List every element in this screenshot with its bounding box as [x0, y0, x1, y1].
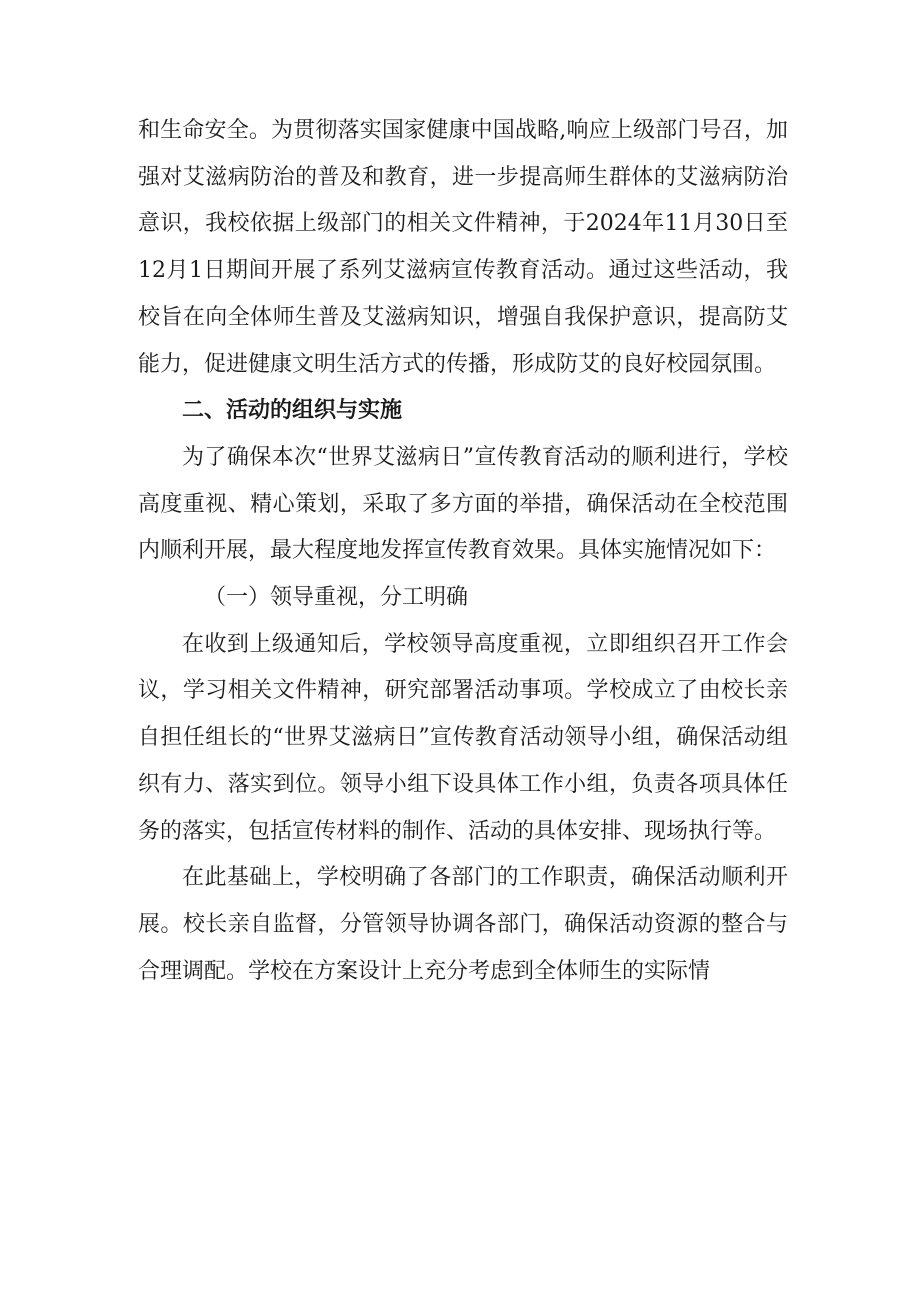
- paragraph-intro: 为了确保本次“世界艾滋病日”宣传教育活动的顺利进行，学校高度重视、精心策划，采取了多方面的举措，确保活动在全校范围内顺利开展，最大程度地发挥宣传教育效果。具体实施情况如下：: [138, 444, 788, 564]
- section-heading: 二、活动的组织与实施: [182, 398, 403, 424]
- subsection-heading: （一）领导重视，分工明确: [204, 585, 469, 611]
- paragraph-leadership: 在收到上级通知后，学校领导高度重视，立即组织召开工作会议，学习相关文件精神，研究部署活动事项。学校成立了由校长亲自担任组长的“世界艾滋病日”宣传教育活动领导小组，确保活动组织有力、落实到位。领导小组下设具体工作小组，负责各项具体任务的落实，包括宣传材料的制作、活动的具体安排、现场执行等。: [138, 631, 788, 844]
- paragraph-continuation: 和生命安全。为贯彻落实国家健康中国战略,响应上级部门号召，加强对艾滋病防治的普及和教育，进一步提高师生群体的艾滋病防治意识，我校依据上级部门的相关文件精神，于2024年11月30日至12月1日期间开展了系列艾滋病宣传教育活动。通过这些活动，我校旨在向全体师生普及艾滋病知识，增强自我保护意识，提高防艾能力，促进健康文明生活方式的传播，形成防艾的良好校园氛围。: [138, 118, 788, 377]
- document-body: [138, 108, 788, 995]
- paragraph-responsibilities: 在此基础上，学校明确了各部门的工作职责，确保活动顺利开展。校长亲自监督，分管领导协调各部门，确保活动资源的整合与合理调配。学校在方案设计上充分考虑到全体师生的实际情: [138, 865, 788, 984]
